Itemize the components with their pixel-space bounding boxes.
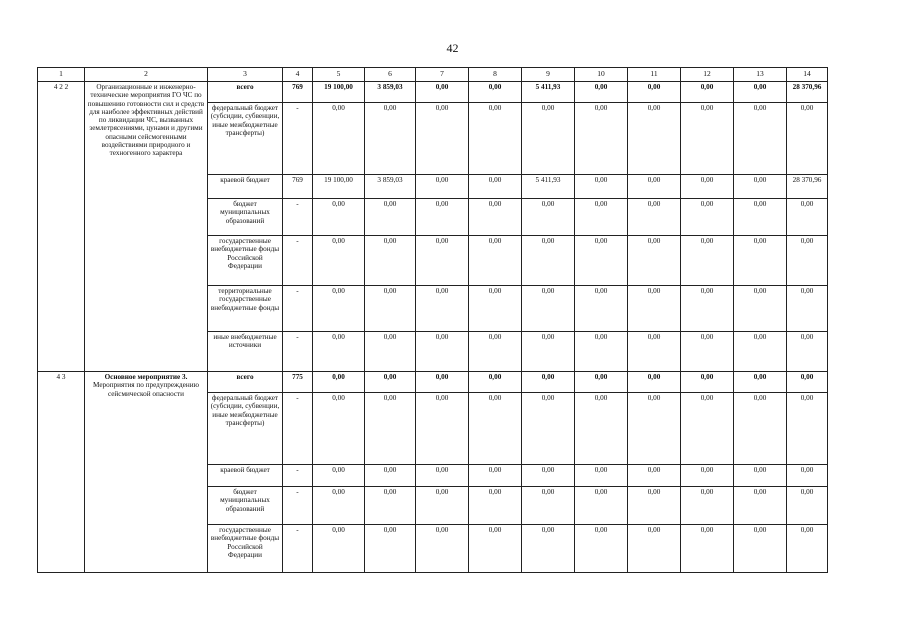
value-cell: 0,00	[469, 82, 522, 103]
value-cell: 0,00	[628, 393, 681, 465]
value-cell: 0,00	[787, 236, 828, 286]
value-cell: 0,00	[575, 199, 628, 236]
value-cell: 0,00	[575, 286, 628, 332]
value-cell: 0,00	[628, 372, 681, 393]
value-cell: -	[283, 465, 313, 487]
value-cell: 28 370,96	[787, 175, 828, 199]
value-cell: 0,00	[313, 487, 365, 525]
value-cell: 0,00	[575, 332, 628, 372]
value-cell: 0,00	[522, 332, 575, 372]
value-cell: 5 411,93	[522, 82, 575, 103]
value-cell: 0,00	[522, 103, 575, 175]
value-cell: 0,00	[522, 393, 575, 465]
value-cell: 0,00	[628, 465, 681, 487]
value-cell: 0,00	[416, 286, 469, 332]
value-cell: 0,00	[365, 465, 416, 487]
value-cell: 0,00	[416, 103, 469, 175]
value-cell: 0,00	[628, 332, 681, 372]
value-cell: 0,00	[681, 175, 734, 199]
funding-source: бюджет муниципальных образований	[208, 487, 283, 525]
value-cell: 0,00	[681, 372, 734, 393]
row-code: 4 2 2	[38, 82, 85, 372]
value-cell: 0,00	[575, 487, 628, 525]
value-cell: 0,00	[787, 199, 828, 236]
value-cell: 0,00	[416, 175, 469, 199]
value-cell: 0,00	[734, 103, 787, 175]
value-cell: 5 411,93	[522, 175, 575, 199]
value-cell: 0,00	[681, 525, 734, 573]
value-cell: 0,00	[787, 103, 828, 175]
value-cell: 0,00	[522, 372, 575, 393]
funding-source: федеральный бюджет (субсидии, субвенции, иные межбюджетные трансферты)	[208, 393, 283, 465]
value-cell: 0,00	[787, 393, 828, 465]
value-cell: 0,00	[681, 332, 734, 372]
funding-source: бюджет муниципальных образований	[208, 199, 283, 236]
value-cell: 0,00	[787, 372, 828, 393]
header-cell: 1	[38, 68, 85, 82]
value-cell: 0,00	[681, 286, 734, 332]
value-cell: 0,00	[469, 175, 522, 199]
value-cell: 0,00	[734, 393, 787, 465]
value-cell: 0,00	[681, 487, 734, 525]
table-row	[38, 372, 828, 393]
funding-source: краевой бюджет	[208, 465, 283, 487]
header-cell: 8	[469, 68, 522, 82]
header-cell: 2	[85, 68, 208, 82]
value-cell: -	[283, 236, 313, 286]
value-cell: -	[283, 525, 313, 573]
value-cell: 0,00	[734, 465, 787, 487]
value-cell: 0,00	[575, 372, 628, 393]
funding-source: иные внебюджетные источники	[208, 332, 283, 372]
value-cell: 0,00	[469, 487, 522, 525]
value-cell: 0,00	[628, 103, 681, 175]
value-cell: 0,00	[575, 236, 628, 286]
value-cell: 0,00	[365, 286, 416, 332]
activity-title: Основное мероприятие 3.	[104, 373, 188, 381]
value-cell: 0,00	[365, 236, 416, 286]
header-cell: 14	[787, 68, 828, 82]
value-cell: 0,00	[469, 525, 522, 573]
value-cell: 0,00	[365, 332, 416, 372]
value-cell: 0,00	[416, 199, 469, 236]
value-cell: 0,00	[313, 103, 365, 175]
value-cell: 19 100,00	[313, 82, 365, 103]
value-cell: 0,00	[522, 199, 575, 236]
value-cell: 0,00	[313, 236, 365, 286]
value-cell: 0,00	[628, 525, 681, 573]
activity-text: Мероприятия по предупреждению сейсмической опасности	[93, 381, 199, 398]
funding-source: государственные внебюджетные фонды Российской Федерации	[208, 525, 283, 573]
value-cell: 0,00	[575, 393, 628, 465]
value-cell: 28 370,96	[787, 82, 828, 103]
value-cell: 3 859,03	[365, 175, 416, 199]
header-cell: 7	[416, 68, 469, 82]
header-cell: 13	[734, 68, 787, 82]
value-cell: -	[283, 199, 313, 236]
row-code: 4 3	[38, 372, 85, 573]
value-cell: 0,00	[575, 175, 628, 199]
value-cell: 0,00	[628, 82, 681, 103]
header-cell: 3	[208, 68, 283, 82]
value-cell: 0,00	[313, 286, 365, 332]
value-cell: 0,00	[787, 465, 828, 487]
value-cell: 0,00	[469, 103, 522, 175]
activity-text: Организационные и инженерно-технические мероприятия ГО ЧС по повышению готовности сил и средств для наиболее эффективных действий по ликвидации ЧС, вызванных землетрясениями, цунами и другими опасными сейсмогенными воздействиями природного и техногенного характера	[87, 83, 205, 158]
value-cell: 769	[283, 82, 313, 103]
value-cell: 0,00	[787, 487, 828, 525]
value-cell: 0,00	[628, 236, 681, 286]
value-cell: 775	[283, 372, 313, 393]
funding-source: федеральный бюджет (субсидии, субвенции, иные межбюджетные трансферты)	[208, 103, 283, 175]
budget-table	[37, 67, 828, 573]
value-cell: 0,00	[681, 393, 734, 465]
value-cell: 0,00	[522, 487, 575, 525]
value-cell: 0,00	[575, 82, 628, 103]
value-cell: 0,00	[734, 199, 787, 236]
value-cell: 0,00	[575, 525, 628, 573]
value-cell: 0,00	[469, 286, 522, 332]
value-cell: 0,00	[681, 199, 734, 236]
value-cell: 3 859,03	[365, 82, 416, 103]
value-cell: -	[283, 103, 313, 175]
value-cell: 19 100,00	[313, 175, 365, 199]
funding-source: территориальные государственные внебюджетные фонды	[208, 286, 283, 332]
value-cell: -	[283, 393, 313, 465]
header-cell: 4	[283, 68, 313, 82]
header-cell: 11	[628, 68, 681, 82]
header-cell: 12	[681, 68, 734, 82]
value-cell: 0,00	[522, 236, 575, 286]
value-cell: 0,00	[416, 487, 469, 525]
header-cell: 10	[575, 68, 628, 82]
header-cell: 5	[313, 68, 365, 82]
value-cell: -	[283, 487, 313, 525]
value-cell: 0,00	[734, 332, 787, 372]
value-cell: 0,00	[575, 103, 628, 175]
value-cell: -	[283, 332, 313, 372]
activity-description	[85, 82, 208, 372]
value-cell: 0,00	[365, 103, 416, 175]
value-cell: 0,00	[365, 487, 416, 525]
value-cell: 0,00	[469, 393, 522, 465]
value-cell: 0,00	[628, 199, 681, 236]
funding-source: всего	[208, 372, 283, 393]
value-cell: 0,00	[734, 525, 787, 573]
value-cell: 0,00	[734, 82, 787, 103]
value-cell: 769	[283, 175, 313, 199]
value-cell: 0,00	[734, 286, 787, 332]
value-cell: 0,00	[416, 82, 469, 103]
value-cell: 0,00	[416, 236, 469, 286]
value-cell: 0,00	[416, 465, 469, 487]
value-cell: 0,00	[469, 199, 522, 236]
value-cell: 0,00	[681, 103, 734, 175]
value-cell: -	[283, 286, 313, 332]
value-cell: 0,00	[681, 82, 734, 103]
value-cell: 0,00	[787, 286, 828, 332]
value-cell: 0,00	[734, 175, 787, 199]
value-cell: 0,00	[469, 465, 522, 487]
value-cell: 0,00	[313, 525, 365, 573]
value-cell: 0,00	[416, 393, 469, 465]
table-row	[38, 82, 828, 103]
value-cell: 0,00	[575, 465, 628, 487]
value-cell: 0,00	[313, 372, 365, 393]
value-cell: 0,00	[787, 525, 828, 573]
funding-source: всего	[208, 82, 283, 103]
value-cell: 0,00	[469, 332, 522, 372]
value-cell: 0,00	[681, 236, 734, 286]
value-cell: 0,00	[416, 525, 469, 573]
value-cell: 0,00	[365, 372, 416, 393]
page-number: 42	[446, 41, 459, 55]
activity-description	[85, 372, 208, 573]
value-cell: 0,00	[522, 286, 575, 332]
funding-source: государственные внебюджетные фонды Российской Федерации	[208, 236, 283, 286]
value-cell: 0,00	[734, 372, 787, 393]
value-cell: 0,00	[628, 286, 681, 332]
value-cell: 0,00	[734, 487, 787, 525]
header-cell: 6	[365, 68, 416, 82]
value-cell: 0,00	[787, 332, 828, 372]
value-cell: 0,00	[469, 236, 522, 286]
value-cell: 0,00	[365, 525, 416, 573]
value-cell: 0,00	[628, 487, 681, 525]
value-cell: 0,00	[469, 372, 522, 393]
value-cell: 0,00	[313, 393, 365, 465]
value-cell: 0,00	[416, 332, 469, 372]
header-cell: 9	[522, 68, 575, 82]
value-cell: 0,00	[365, 393, 416, 465]
funding-source: краевой бюджет	[208, 175, 283, 199]
value-cell: 0,00	[313, 332, 365, 372]
value-cell: 0,00	[313, 465, 365, 487]
value-cell: 0,00	[365, 199, 416, 236]
value-cell: 0,00	[313, 199, 365, 236]
value-cell: 0,00	[628, 175, 681, 199]
value-cell: 0,00	[522, 465, 575, 487]
value-cell: 0,00	[681, 465, 734, 487]
value-cell: 0,00	[522, 525, 575, 573]
header-row	[38, 68, 828, 82]
value-cell: 0,00	[734, 236, 787, 286]
value-cell: 0,00	[416, 372, 469, 393]
